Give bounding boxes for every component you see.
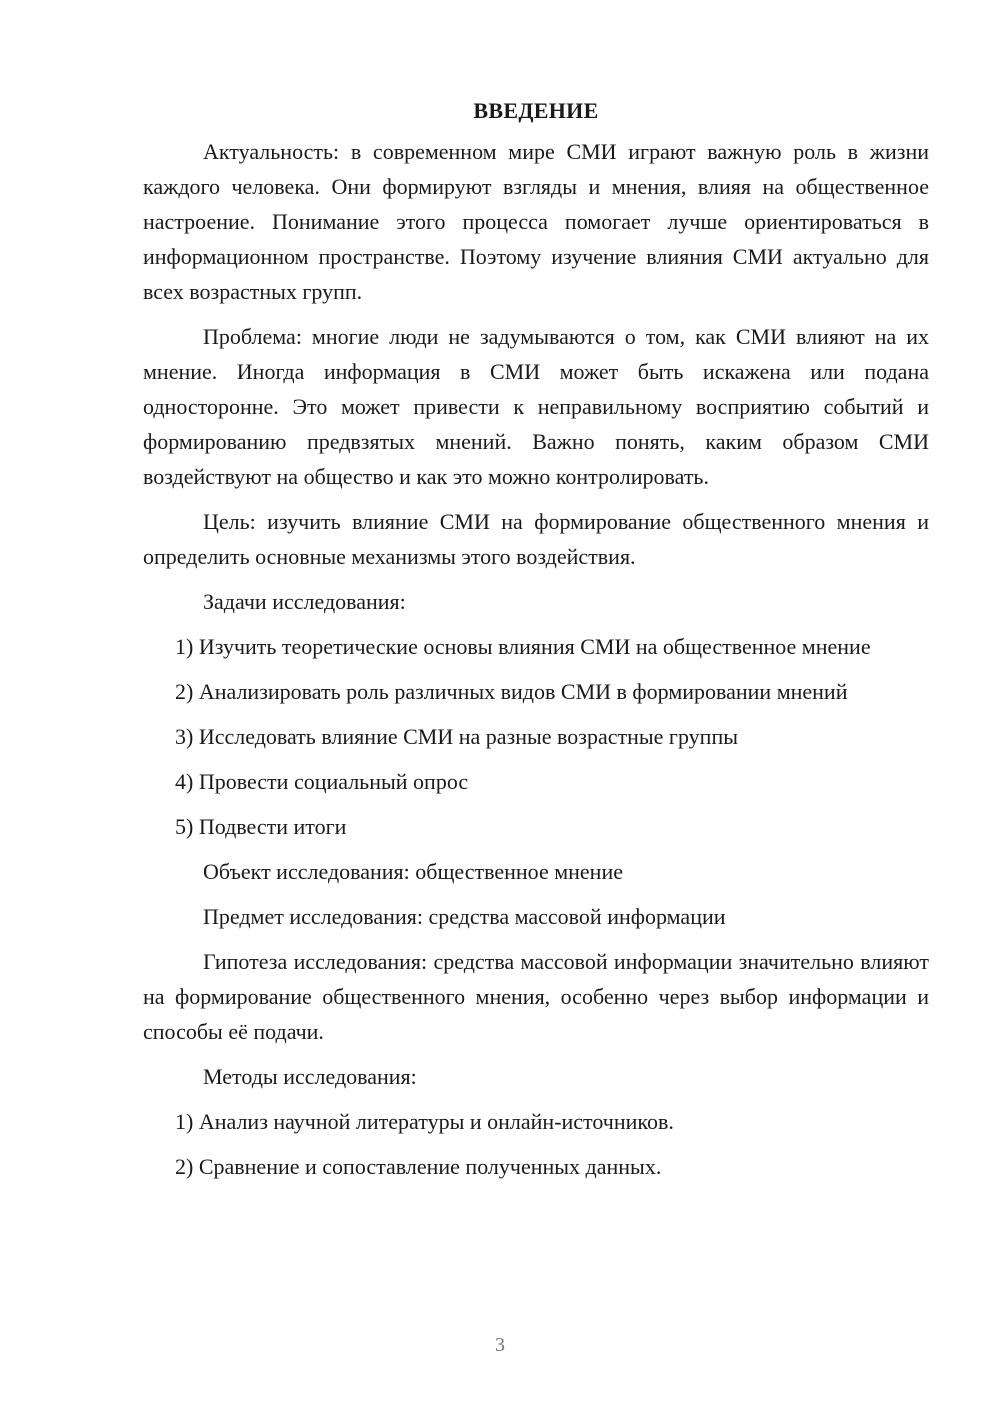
document-page bbox=[143, 96, 929, 1194]
task-item: 2) Анализировать роль различных видов СМИ в формировании мнений bbox=[175, 679, 848, 704]
goal-paragraph: Цель: изучить влияние СМИ на формирование общественного мнения и определить основные механизмы этого воздействия. bbox=[143, 509, 929, 569]
methods-heading: Методы исследования: bbox=[203, 1064, 417, 1089]
task-item: 4) Провести социальный опрос bbox=[175, 769, 469, 794]
hypothesis-paragraph: Гипотеза исследования: средства массовой информации значительно влияют на формирование общественного мнения, особенно через выбор информации и способы её подачи. bbox=[143, 949, 929, 1044]
task-item: 5) Подвести итоги bbox=[175, 814, 347, 839]
method-item: 1) Анализ научной литературы и онлайн-источников. bbox=[175, 1109, 674, 1134]
subject-paragraph: Предмет исследования: средства массовой информации bbox=[203, 904, 726, 929]
task-item: 3) Исследовать влияние СМИ на разные возрастные группы bbox=[175, 724, 738, 749]
relevance-paragraph: Актуальность: в современном мире СМИ играют важную роль в жизни каждого человека. Они формируют взгляды и мнения, влияя на общественное настроение. Понимание этого процесса помогает лучше ориентироваться в информационном пространстве. Поэтому изучение влияния СМИ актуально для всех возрастных групп. bbox=[143, 139, 929, 304]
section-title: ВВЕДЕНИЕ bbox=[473, 98, 599, 123]
tasks-heading: Задачи исследования: bbox=[203, 589, 406, 614]
page-number: 3 bbox=[495, 1334, 505, 1356]
method-item: 2) Сравнение и сопоставление полученных данных. bbox=[175, 1154, 662, 1179]
object-paragraph: Объект исследования: общественное мнение bbox=[203, 859, 623, 884]
problem-paragraph: Проблема: многие люди не задумываются о том, как СМИ влияют на их мнение. Иногда информация в СМИ может быть искажена или подана односторонне. Это может привести к неправильному восприятию событий и формированию предвзятых мнений. Важно понять, каким образом СМИ воздействуют на общество и как это можно контролировать. bbox=[143, 324, 929, 489]
task-item: 1) Изучить теоретические основы влияния СМИ на общественное мнение bbox=[175, 634, 871, 659]
